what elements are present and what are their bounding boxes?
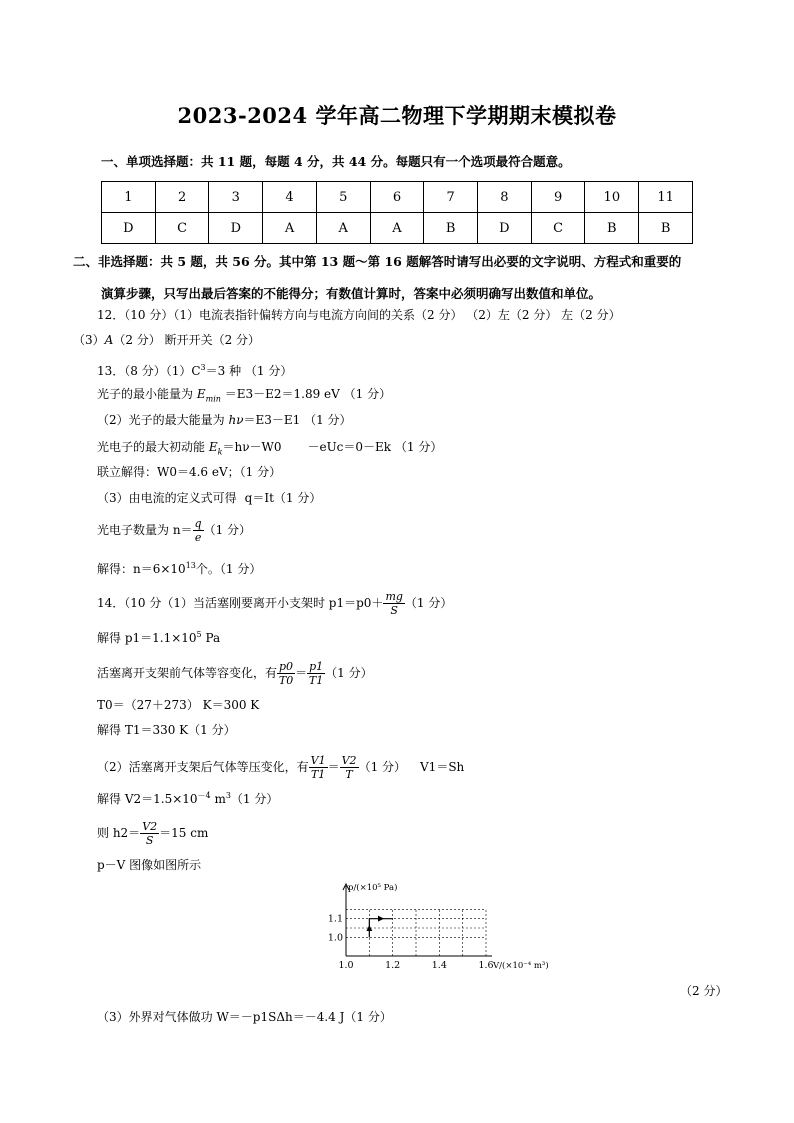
q13-l4-ek: $E_k$ <box>208 440 223 457</box>
q14-l7-sup: －4 <box>197 791 211 800</box>
q13-line6 <box>97 490 321 506</box>
question-number: 9 <box>531 182 585 213</box>
question-number: 7 <box>424 182 478 213</box>
q14-l6-fraction1 <box>309 754 328 781</box>
q13-l4-text: 光电子的最大初动能 <box>97 440 206 454</box>
q13-l4-eq: ＝hν－W0 <box>222 440 282 454</box>
q14-l1-text: 14．（10 分（1）当活塞刚要离开小支架时 p1＝p0＋ <box>97 596 384 610</box>
q13-l7-text: 光电子数量为 n＝ <box>97 523 193 537</box>
q13-l7-rest: （1 分） <box>203 523 252 537</box>
question-number: 4 <box>263 182 317 213</box>
q14-l8-text: 则 h2＝ <box>97 826 141 840</box>
q14-l2-sup: 5 <box>196 630 202 639</box>
y-tick-label: 1.1 <box>327 913 343 925</box>
q14-l2-rest: Pa <box>201 631 221 645</box>
answer-letter: B <box>639 213 693 244</box>
answer-letter: A <box>316 213 370 244</box>
q13-l3-hv: hν <box>228 413 244 427</box>
question-number: 10 <box>585 182 639 213</box>
q13-l1-sup: 3 <box>200 363 206 372</box>
q13-line1 <box>97 360 292 379</box>
q13-l3-eq: ＝E3－E1 （1 分） <box>243 413 352 427</box>
q14-l7-sup2: 3 <box>225 791 231 800</box>
answer-letter-row <box>102 213 693 244</box>
q14-l7-unit: m <box>210 792 226 806</box>
q14-l2-text: 解得 p1＝1.1×10 <box>97 631 197 645</box>
answer-letter: C <box>531 213 585 244</box>
q14-l6-fraction2 <box>340 754 359 781</box>
q14-line2 <box>97 627 220 646</box>
answer-letter: B <box>424 213 478 244</box>
q13-l8-rest: 个。（1 分） <box>195 562 262 576</box>
q14-l7-rest: （1 分） <box>230 792 279 806</box>
q13-l6-text: （3）由电流的定义式可得 <box>97 491 237 505</box>
q13-l2-eq: ＝E3－E2＝1.89 eV （1 分） <box>220 387 392 401</box>
chart-axes <box>343 884 492 956</box>
q14-line1 <box>97 590 452 617</box>
q14-l3-fraction2 <box>307 660 325 687</box>
answer-letter: D <box>209 213 263 244</box>
q14-l6-text: （2）活塞离开支架后气体等压变化，有 <box>97 760 309 774</box>
q14-chart-score: （2 分） <box>680 984 728 998</box>
q12-part3-answer: A <box>104 333 114 347</box>
q14-l3-text: 活塞离开支架前气体等容变化，有 <box>97 666 278 680</box>
q14-line5: 解得 T1＝330 K（1 分） <box>97 723 236 737</box>
q14-line3 <box>97 660 373 687</box>
q14-line4: T0＝（27＋273） K＝300 K <box>97 698 260 712</box>
section-1-heading: 一、单项选择题：共 11 题，每题 4 分，共 44 分。每题只有一个选项最符合题意。 <box>101 154 571 169</box>
q14-line8 <box>97 820 208 847</box>
q14-l3-num2: p1 <box>309 660 324 673</box>
q12-part3-label: （3） <box>73 333 105 347</box>
q13-line7 <box>97 517 251 544</box>
q14-l3-rest: （1 分） <box>325 666 373 680</box>
q14-l8-rest: ＝15 cm <box>159 826 209 840</box>
q14-l3-equals: ＝ <box>295 666 308 680</box>
question-number: 2 <box>155 182 209 213</box>
answer-number-row <box>102 182 693 213</box>
q13-l1-text: 13．（8 分）（1）C <box>97 364 201 378</box>
x-tick-label: 1.4 <box>431 960 447 971</box>
q13-l1-rest: ＝3 种 （1 分） <box>205 364 293 378</box>
q14-line7 <box>97 788 278 807</box>
page-title: 2023-2024 学年高二物理下学期期末模拟卷 <box>177 103 617 128</box>
q13-l6-eq: q＝It（1 分） <box>244 491 322 505</box>
q14-l3-den1: T0 <box>278 674 294 687</box>
answer-letter: A <box>370 213 424 244</box>
question-number: 6 <box>370 182 424 213</box>
chart-series <box>366 916 392 938</box>
q13-line5: 联立解得：W0＝4.6 eV；（1 分） <box>97 465 282 479</box>
q14-line9: p－V 图像如图所示 <box>97 858 202 872</box>
q13-l2-emin: $E_{min}$ <box>196 387 221 404</box>
q13-l8-sup: 13 <box>185 561 196 570</box>
q12-part3-rest: （2 分） 断开开关（2 分） <box>113 333 261 347</box>
q13-line8 <box>97 558 261 577</box>
x-tick-label: 1.2 <box>385 960 401 971</box>
x-tick-label: 1.0 <box>338 960 354 971</box>
q14-l6-den2: T <box>345 768 353 781</box>
q14-l8-fraction <box>140 820 159 847</box>
question-number: 8 <box>478 182 532 213</box>
answer-letter: D <box>478 213 532 244</box>
x-tick-label: 1.6 <box>478 960 494 971</box>
question-number: 1 <box>102 182 156 213</box>
q13-l7-num: q <box>194 517 202 530</box>
direction-arrow <box>378 916 384 922</box>
q14-l6-den1: T1 <box>310 768 326 781</box>
q12-line1: 12．（10 分）（1）电流表指针偏转方向与电流方向间的关系（2 分） （2）左（2 分） 左（2 分） <box>97 308 621 322</box>
series-line <box>369 919 392 938</box>
q14-l1-num: mg <box>385 590 403 603</box>
x-axis-label: V/(×10⁻⁴ m³) <box>493 961 549 971</box>
q13-l7-fraction <box>193 517 204 544</box>
q13-l3-text: （2）光子的最大能量为 <box>97 413 225 427</box>
q14-line10: （3）外界对气体做功 W＝－p1SΔh＝－4.4 J（1 分） <box>97 1010 392 1024</box>
chart-grid <box>346 909 486 956</box>
q14-l6-rest: （1 分） <box>358 760 407 774</box>
q12-line2 <box>73 332 260 348</box>
q13-line3 <box>97 412 352 428</box>
q14-l8-den: S <box>145 834 154 847</box>
q14-l3-den2: T1 <box>308 674 324 687</box>
answer-letter: C <box>155 213 209 244</box>
q14-l6-volume: V1＝Sh <box>420 760 465 774</box>
q14-l3-fraction1 <box>277 660 295 687</box>
section-2-heading-line1: 二、非选择题：共 5 题，共 56 分。其中第 13 题～第 16 题解答时请写出必要的文字说明、方程式和重要的 <box>73 254 682 269</box>
q14-l6-num2: V2 <box>341 754 357 767</box>
question-number: 11 <box>639 182 693 213</box>
q13-l4-rest: －eUc＝0－Ek （1 分） <box>307 440 443 454</box>
y-axis-label: p/(×10⁵ Pa) <box>348 883 398 893</box>
question-number: 3 <box>209 182 263 213</box>
chart-labels <box>328 882 549 971</box>
q14-l8-num: V2 <box>142 820 158 833</box>
q14-l1-den: S <box>390 604 398 617</box>
q14-l1-fraction <box>383 590 404 617</box>
section-2-heading-line2: 演算步骤，只写出最后答案的不能得分；有数值计算时，答案中必须明确写出数值和单位。 <box>101 286 602 301</box>
q14-l6-equals: ＝ <box>327 760 340 774</box>
q13-l8-text: 解得：n＝6×10 <box>97 562 186 576</box>
q13-line2 <box>97 386 391 407</box>
q14-l6-num1: V1 <box>310 754 326 767</box>
question-number: 5 <box>316 182 370 213</box>
q14-l3-num1: p0 <box>279 660 294 673</box>
y-tick-label: 1.0 <box>327 932 343 944</box>
answer-letter: B <box>585 213 639 244</box>
q13-l7-den: e <box>194 531 202 544</box>
q14-line6 <box>97 754 464 781</box>
pv-chart <box>320 880 549 975</box>
answer-letter: D <box>102 213 156 244</box>
q14-l1-rest: （1 分） <box>404 596 453 610</box>
answer-letter: A <box>263 213 317 244</box>
answer-table <box>101 181 693 244</box>
q13-l2-text: 光子的最小能量为 <box>97 387 194 401</box>
q14-l7-text: 解得 V2＝1.5×10 <box>97 792 198 806</box>
q13-line4 <box>97 439 442 460</box>
